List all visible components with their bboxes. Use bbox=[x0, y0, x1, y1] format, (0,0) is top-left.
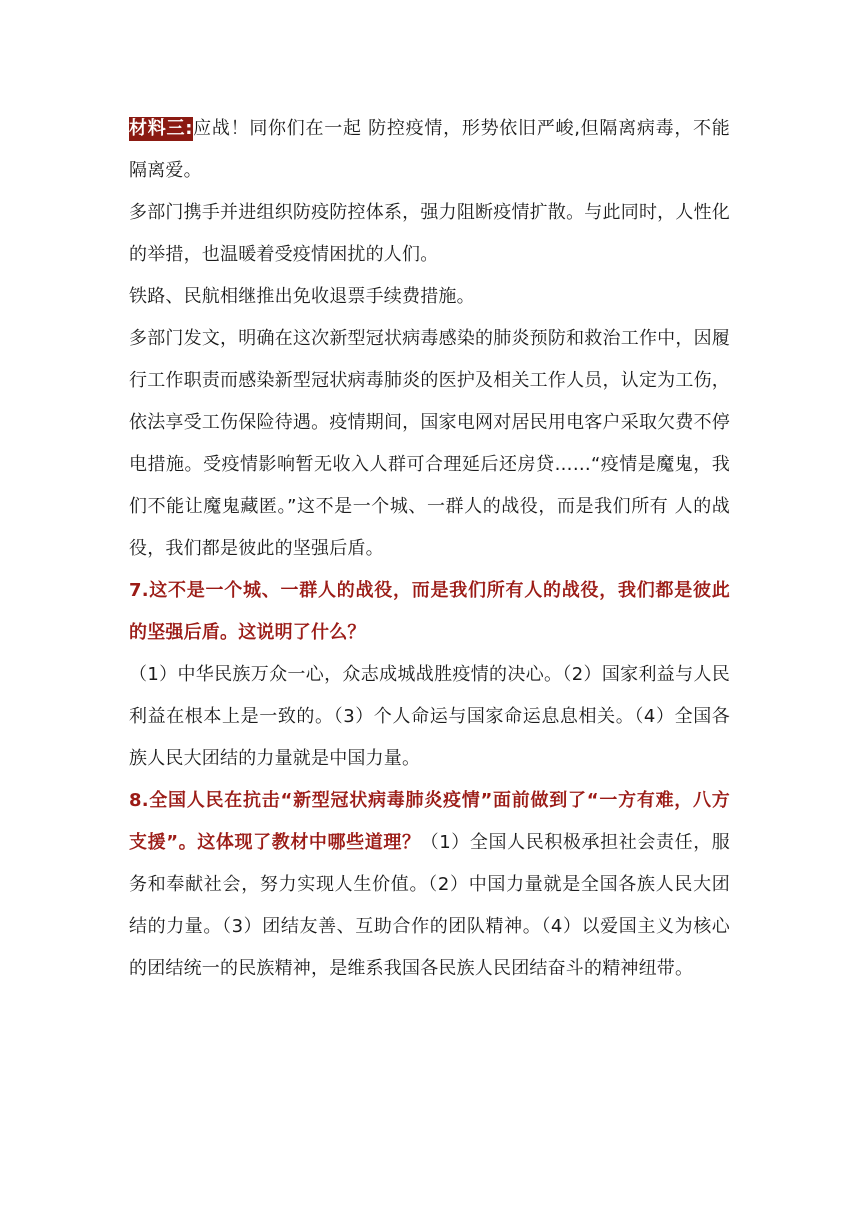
material-intro-text: 应战！同你们在一起 防控疫情，形势依旧严峻,但隔离病毒，不能隔离爱。 bbox=[129, 118, 730, 181]
material-paragraph-3: 多部门发文，明确在这次新型冠状病毒感染的肺炎预防和救治工作中，因履行工作职责而感染新型冠状病毒肺炎的医护及相关工作人员，认定为工伤，依法享受工伤保险待遇。疫情期间，国家电网对居民用电客户采取欠费不停电措施。受疫情影响暂无收入人群可合理延后还房贷……“疫情是魔鬼，我们不能让魔鬼藏匿。”这不是一个城、一群人的战役，而是我们所有 人的战役，我们都是彼此的坚强后盾。 bbox=[129, 328, 730, 559]
answer-8: （1）全国人民积极承担社会责任，服务和奉献社会，努力实现人生价值。（2）中国力量就是全国各族人民大团结的力量。（3）团结友善、互助合作的团队精神。（4）以爱国主义为核心的团结统一的民族精神，是维系我国各民族人民团结奋斗的精神纽带。 bbox=[129, 832, 730, 979]
material-tag: 材料三: bbox=[129, 118, 193, 139]
document-page bbox=[129, 108, 730, 990]
question-7: 7.这不是一个城、一群人的战役，而是我们所有人的战役，我们都是彼此的坚强后盾。这说明了什么？ bbox=[129, 580, 730, 643]
question-8: 8.全国人民在抗击“新型冠状病毒肺炎疫情”面前做到了“一方有难，八方支援”。这体现了教材中哪些道理？ bbox=[129, 790, 730, 853]
question-8-paragraph bbox=[129, 780, 730, 990]
material-paragraph-2: 铁路、民航相继推出免收退票手续费措施。 bbox=[129, 286, 475, 307]
answer-7: （1）中华民族万众一心，众志成城战胜疫情的决心。（2）国家利益与人民利益在根本上是一致的。（3）个人命运与国家命运息息相关。（4）全国各族人民大团结的力量就是中国力量。 bbox=[129, 664, 730, 769]
material-intro-paragraph bbox=[129, 108, 730, 192]
material-paragraph-1: 多部门携手并进组织防疫防控体系，强力阻断疫情扩散。与此同时，人性化的举措，也温暖着受疫情困扰的人们。 bbox=[129, 202, 730, 265]
